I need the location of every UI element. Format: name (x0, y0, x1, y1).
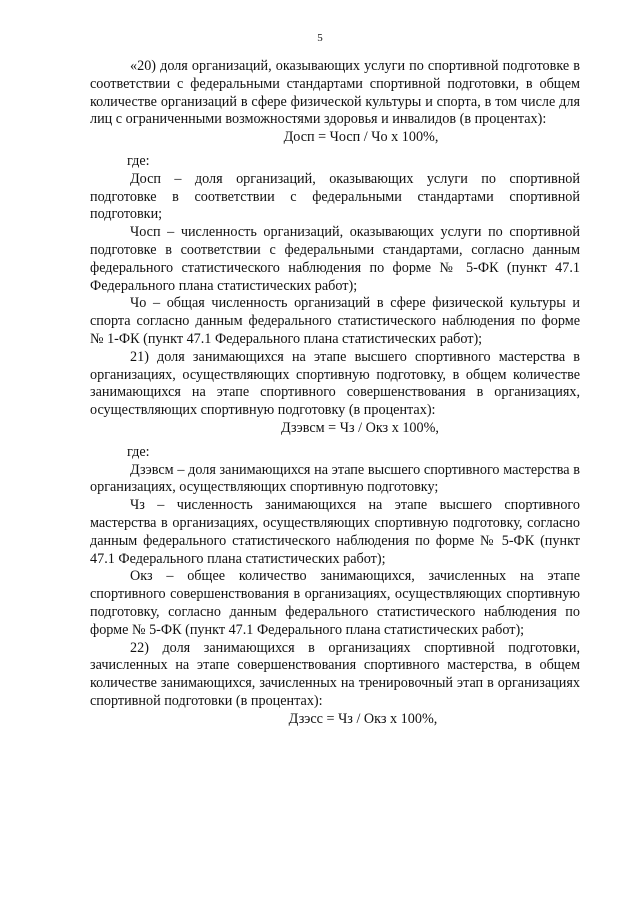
where-label: где: (127, 152, 150, 169)
definition-dzevsm: Дзэвсм – доля занимающихся на этапе высшего спортивного мастерства в организациях, осуществляющих спортивную подготовку; (90, 461, 580, 496)
definition-chosp: Чосп – численность организаций, оказывающих услуги по спортивной подготовке в соответствии с федеральными стандартами, согласно данным федерального статистического наблюдения по форме № 5-ФК (пункт 47.1 Федерального плана статистических работ); (90, 224, 580, 294)
paragraph-item-20: «20) доля организаций, оказывающих услуги по спортивной подготовке в соответствии с федеральными стандартами спортивной подготовки, в общем количестве организаций в сфере физической культуры и спорта, в том числе для лиц с ограниченными возможностями здоровья и инвалидов (в процентах): (90, 58, 580, 128)
document-body (90, 58, 580, 728)
paragraph-item-21: 21) доля занимающихся на этапе высшего спортивного мастерства в организациях, осуществляющих спортивную подготовку, в общем количестве занимающихся на этапе спортивного совершенствования в организациях, осуществляющих спортивную подготовку (в процентах): (90, 348, 580, 419)
formula-dzevsm: Дзэвсм = Чз / Окз х 100%, (281, 419, 439, 436)
page-number: 5 (317, 32, 323, 44)
formula-dzess: Дзэсс = Чз / Окз х 100%, (288, 710, 438, 727)
definition-dosp: Досп – доля организаций, оказывающих услуги по спортивной подготовке в соответствии с федеральными стандартами спортивной подготовки; (90, 170, 580, 223)
paragraph-item-22: 22) доля занимающихся в организациях спортивной подготовки, зачисленных на этапе совершенствования спортивного мастерства, в общем количестве занимающихся, зачисленных на тренировочный этап в организациях спортивной подготовки (в процентах): (90, 639, 580, 709)
where-label: где: (127, 443, 150, 460)
definition-cho: Чо – общая численность организаций в сфере физической культуры и спорта согласно данным федерального статистического наблюдения по форме № 1-ФК (пункт 47.1 Федерального плана статистических работ); (90, 295, 580, 347)
formula-dosp: Досп = Чосп / Чо х 100%, (283, 129, 439, 146)
definition-okz: Окз – общее количество занимающихся, зачисленных на этапе спортивного совершенствования в организациях, осуществляющих спортивную подготовку, согласно данным федерального статистического наблюдения по форме № 5-ФК (пункт 47.1 Федерального плана статистических работ); (90, 568, 580, 638)
definition-chz: Чз – численность занимающихся на этапе высшего спортивного мастерства в организациях, осуществляющих спортивную подготовку, согласно данным федерального статистического наблюдения по форме № 5-ФК (пункт 47.1 Федерального плана статистических работ); (90, 497, 580, 567)
